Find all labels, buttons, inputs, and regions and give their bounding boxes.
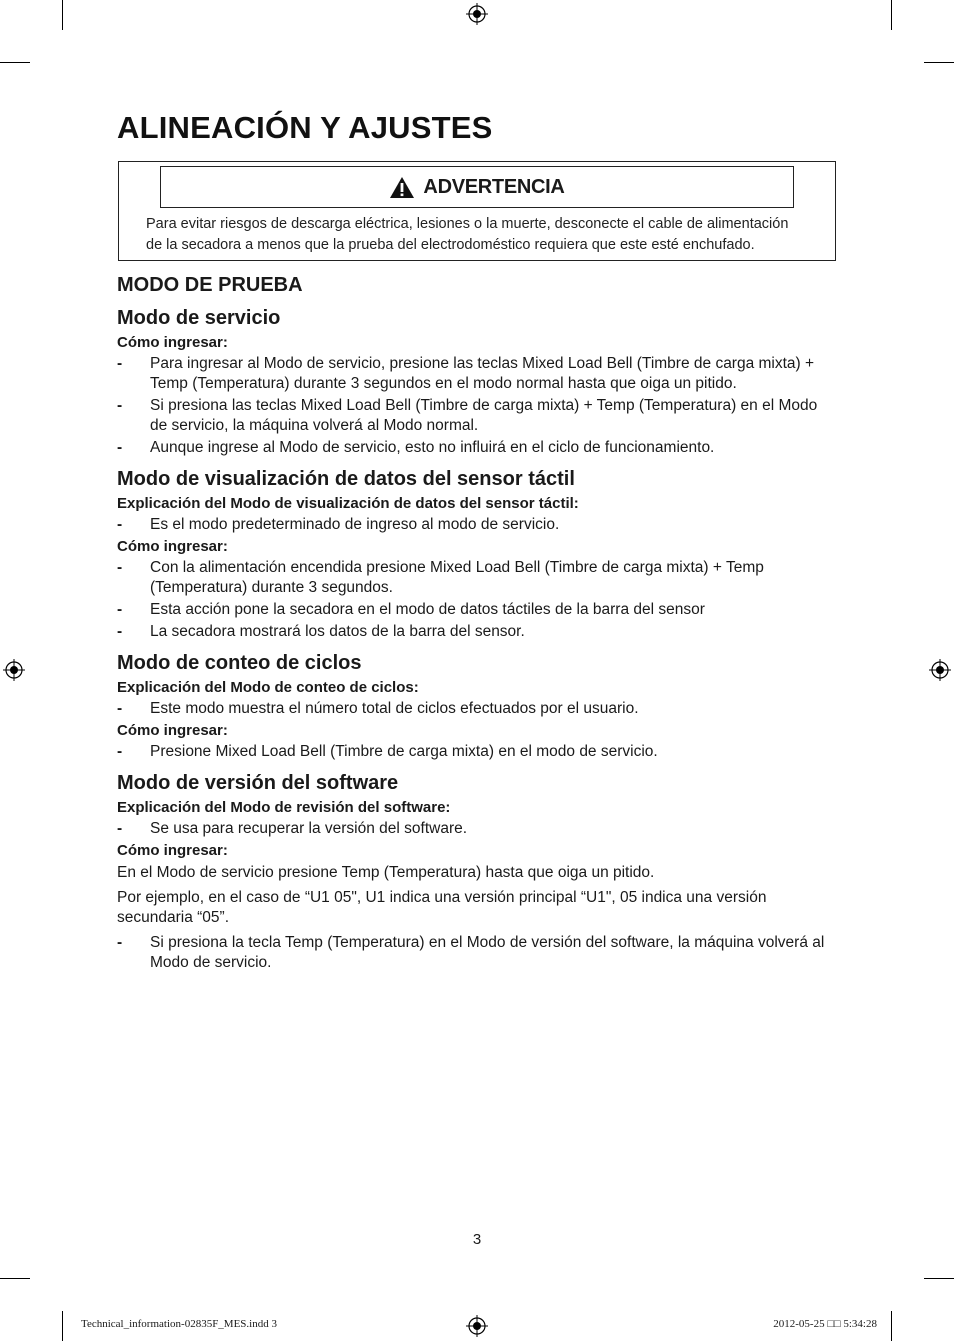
registration-mark-icon bbox=[929, 659, 951, 681]
list-item bbox=[117, 438, 835, 458]
crop-mark bbox=[0, 1278, 30, 1279]
crop-mark bbox=[62, 1311, 63, 1341]
list-item-text: Con la alimentación encendida presione Mixed Load Bell (Timbre de carga mixta) + Temp (Temperatura) durante 3 segundos. bbox=[150, 559, 764, 596]
software-mode-expl-list bbox=[117, 819, 835, 839]
list-item-text: Aunque ingrese al Modo de servicio, esto no influirá en el ciclo de funcionamiento. bbox=[150, 439, 715, 456]
list-item bbox=[117, 354, 835, 394]
explanation-label: Explicación del Modo de conteo de ciclos: bbox=[117, 679, 419, 696]
list-item bbox=[117, 742, 835, 762]
section-title: MODO DE PRUEBA bbox=[117, 274, 303, 296]
touch-mode-title: Modo de visualización de datos del sensor táctil bbox=[117, 468, 575, 490]
dash-bullet: - bbox=[117, 820, 123, 837]
list-item bbox=[117, 622, 835, 642]
how-to-enter-label: Cómo ingresar: bbox=[117, 842, 228, 859]
explanation-label: Explicación del Modo de revisión del software: bbox=[117, 799, 451, 816]
body-paragraph: En el Modo de servicio presione Temp (Temperatura) hasta que oiga un pitido. bbox=[117, 864, 655, 881]
list-item-text: Este modo muestra el número total de ciclos efectuados por el usuario. bbox=[150, 700, 639, 717]
list-item-text: Para ingresar al Modo de servicio, presione las teclas Mixed Load Bell (Timbre de carga mixta) + Temp (Temperatura) durante 3 segundos en el modo normal hasta que oiga un pitido. bbox=[150, 355, 815, 392]
touch-mode-how-list bbox=[117, 558, 835, 642]
crop-mark bbox=[891, 0, 892, 30]
list-item-text: Esta acción pone la secadora en el modo de datos táctiles de la barra del sensor bbox=[150, 601, 705, 618]
registration-mark-icon bbox=[466, 3, 488, 25]
cycle-mode-expl-list bbox=[117, 699, 835, 719]
footer-timestamp: 2012-05-25 □□ 5:34:28 bbox=[773, 1318, 877, 1330]
list-item bbox=[117, 933, 835, 973]
crop-mark bbox=[62, 0, 63, 30]
list-item-text: Se usa para recuperar la versión del software. bbox=[150, 820, 468, 837]
dash-bullet: - bbox=[117, 601, 123, 618]
explanation-label: Explicación del Modo de visualización de datos del sensor táctil: bbox=[117, 495, 579, 512]
dash-bullet: - bbox=[117, 397, 123, 414]
warning-header bbox=[160, 166, 794, 208]
crop-mark bbox=[924, 1278, 954, 1279]
registration-mark-icon bbox=[466, 1315, 488, 1337]
page-title: ALINEACIÓN Y AJUSTES bbox=[117, 110, 493, 145]
how-to-enter-label: Cómo ingresar: bbox=[117, 334, 228, 351]
dash-bullet: - bbox=[117, 439, 123, 456]
footer-filename: Technical_information-02835F_MES.indd 3 bbox=[81, 1318, 277, 1330]
list-item-text: Si presiona la tecla Temp (Temperatura) en el Modo de versión del software, la máquina volverá al Modo de servicio. bbox=[150, 934, 825, 971]
list-item bbox=[117, 600, 835, 620]
dash-bullet: - bbox=[117, 516, 123, 533]
software-mode-list bbox=[117, 933, 835, 973]
dash-bullet: - bbox=[117, 743, 123, 760]
service-mode-list bbox=[117, 354, 835, 458]
warning-box bbox=[118, 161, 836, 261]
list-item-text: Es el modo predeterminado de ingreso al modo de servicio. bbox=[150, 516, 560, 533]
registration-mark-icon bbox=[3, 659, 25, 681]
dash-bullet: - bbox=[117, 355, 123, 372]
list-item bbox=[117, 396, 835, 436]
how-to-enter-label: Cómo ingresar: bbox=[117, 538, 228, 555]
list-item bbox=[117, 558, 835, 598]
cycle-mode-how-list bbox=[117, 742, 835, 762]
list-item bbox=[117, 515, 835, 535]
dash-bullet: - bbox=[117, 934, 123, 951]
warning-icon bbox=[389, 176, 415, 199]
software-mode-title: Modo de versión del software bbox=[117, 772, 399, 794]
warning-text bbox=[146, 214, 816, 256]
touch-mode-expl-list bbox=[117, 515, 835, 535]
crop-mark bbox=[891, 1311, 892, 1341]
list-item-text: Si presiona las teclas Mixed Load Bell (Timbre de carga mixta) + Temp (Temperatura) en el Modo de servicio, la máquina volverá al Modo normal. bbox=[150, 397, 818, 434]
how-to-enter-label: Cómo ingresar: bbox=[117, 722, 228, 739]
warning-label: ADVERTENCIA bbox=[423, 175, 565, 198]
dash-bullet: - bbox=[117, 559, 123, 576]
cycle-mode-title: Modo de conteo de ciclos bbox=[117, 652, 362, 674]
list-item bbox=[117, 819, 835, 839]
list-item bbox=[117, 699, 835, 719]
body-paragraph: Por ejemplo, en el caso de “U1 05", U1 indica una versión principal “U1", 05 indica una versión secundaria “05”. bbox=[117, 889, 767, 926]
warning-line: de la secadora a menos que la prueba del electrodoméstico requiera que este esté enchufado. bbox=[146, 237, 755, 253]
service-mode-title: Modo de servicio bbox=[117, 307, 281, 329]
list-item-text: Presione Mixed Load Bell (Timbre de carga mixta) en el modo de servicio. bbox=[150, 743, 658, 760]
dash-bullet: - bbox=[117, 700, 123, 717]
dash-bullet: - bbox=[117, 623, 123, 640]
crop-mark bbox=[0, 62, 30, 63]
warning-line: Para evitar riesgos de descarga eléctrica, lesiones o la muerte, desconecte el cable de alimentación bbox=[146, 216, 789, 232]
crop-mark bbox=[924, 62, 954, 63]
list-item-text: La secadora mostrará los datos de la barra del sensor. bbox=[150, 623, 525, 640]
main-content bbox=[117, 272, 835, 975]
page-number: 3 bbox=[472, 1231, 482, 1248]
